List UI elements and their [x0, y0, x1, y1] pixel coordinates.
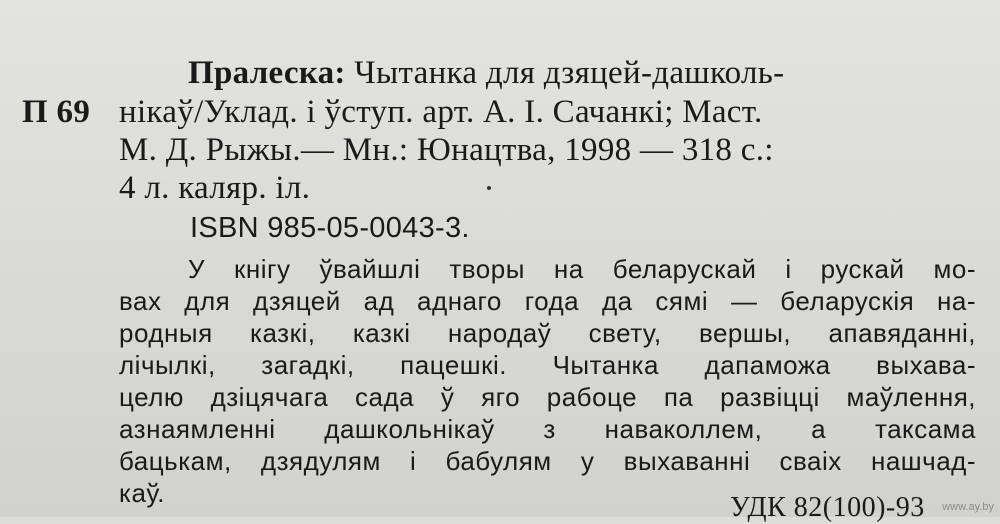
abstract-line: лічылкі, загадкі, пацешкі. Чытанка дапаможа выхава- — [119, 350, 976, 380]
record-line-3: М. Д. Рыжы.— Мн.: Юнацтва, 1998 — 318 с.: — [119, 132, 774, 168]
udk-code: УДК 82(100)-93 — [730, 492, 925, 523]
abstract-line: У кнігу ўвайшлі творы на беларускай і рускай мо- — [188, 254, 976, 284]
watermark: www.ay.by — [942, 501, 994, 513]
abstract-line: бацькам, дзядулям і бабулям у выхаванні сваіх нашчад- — [119, 446, 976, 476]
classification-code: П 69 — [22, 94, 91, 130]
abstract-line: вах для дзяцей ад аднаго года да сямі — беларускія на- — [119, 286, 976, 316]
isbn: ISBN 985-05-0043-3. — [190, 212, 470, 244]
abstract-line: азнаямленні дашкольнікаў з наваколлем, а таксама — [119, 414, 976, 444]
abstract-line: родныя казкі, казкі народаў свету, вершы, апавяданні, — [119, 318, 976, 348]
record-line-1 — [188, 53, 976, 93]
abstract-line: каў. — [119, 478, 166, 508]
record-line-2: нікаў/Уклад. і ўступ. арт. А. І. Сачанкі; Маст. — [119, 94, 763, 130]
book-title: Пралеска: — [188, 55, 346, 91]
record-line-4: 4 л. каляр. іл. — [119, 170, 311, 206]
print-speck — [487, 186, 491, 190]
book-subtitle-start: Чытанка для дзяцей-дашколь- — [354, 55, 785, 91]
abstract-line: целю дзіцячага сада ў яго рабоце па развіцці маўлення, — [119, 382, 976, 412]
